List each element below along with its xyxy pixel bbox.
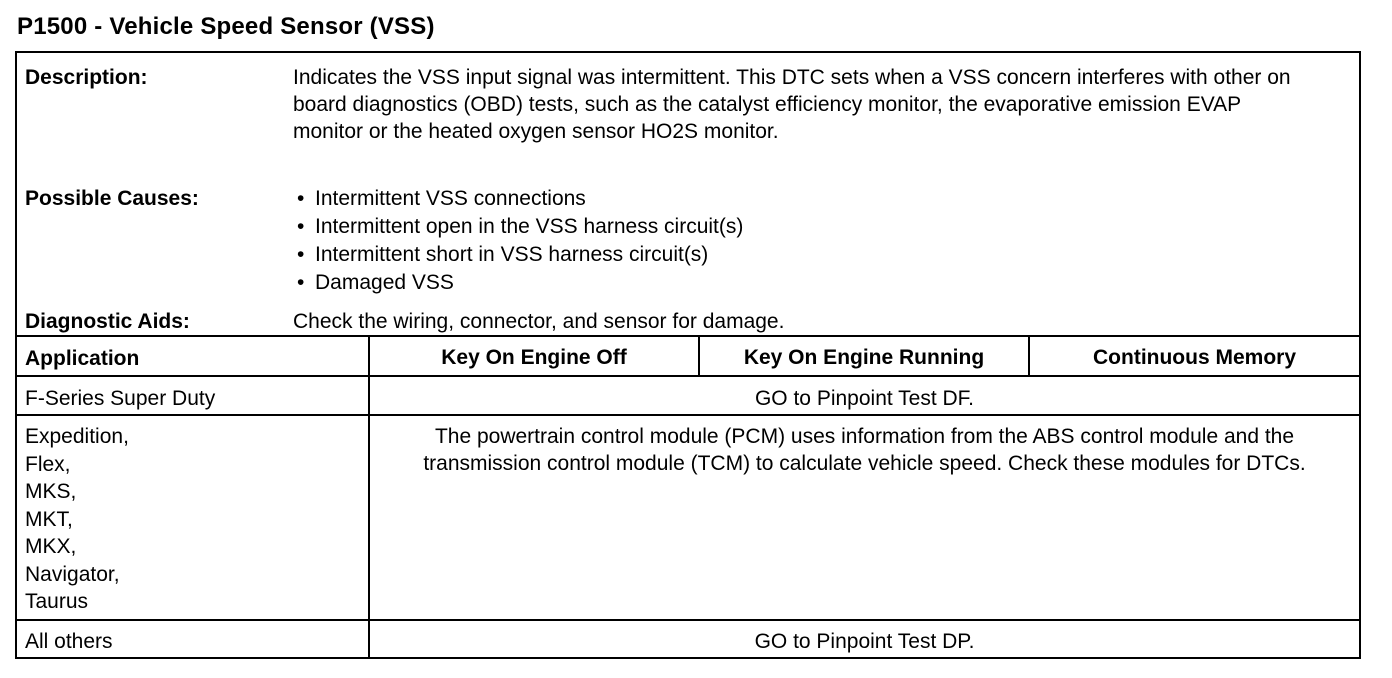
dtc-table bbox=[15, 51, 1361, 659]
table-row-action: GO to Pinpoint Test DF. bbox=[754, 387, 975, 410]
table-row-action: GO to Pinpoint Test DP. bbox=[754, 630, 975, 653]
table-row-application bbox=[25, 423, 129, 616]
header-key-on-engine-off: Key On Engine Off bbox=[441, 346, 627, 369]
header-application: Application bbox=[25, 347, 140, 370]
application-name: Navigator, bbox=[25, 562, 120, 586]
cause-item: • Intermittent open in the VSS harness circuit(s) bbox=[293, 213, 1193, 241]
header-continuous-memory: Continuous Memory bbox=[1093, 346, 1296, 369]
description-text: Indicates the VSS input signal was intermittent. This DTC sets when a VSS concern interferes with other on board diagnostics (OBD) tests, such as the catalyst efficiency monitor, the evaporative emission EVAP monitor or the heated oxygen sensor HO2S monitor. bbox=[293, 66, 1291, 143]
divider bbox=[17, 335, 1359, 337]
header-key-on-engine-running: Key On Engine Running bbox=[743, 346, 985, 369]
description-label: Description: bbox=[25, 66, 148, 89]
diagnostic-aids-label: Diagnostic Aids: bbox=[25, 310, 190, 333]
table-row-application: F-Series Super Duty bbox=[25, 387, 216, 410]
divider bbox=[17, 375, 1359, 377]
cause-item: • Intermittent VSS connections bbox=[293, 185, 1193, 213]
possible-causes-list bbox=[293, 185, 1193, 297]
table-row-application: All others bbox=[25, 630, 113, 653]
application-name: MKS, bbox=[25, 480, 77, 503]
application-name: Taurus bbox=[25, 590, 89, 613]
application-name: MKX, bbox=[25, 535, 77, 558]
application-name: Flex, bbox=[25, 452, 71, 476]
application-name: MKT, bbox=[25, 507, 73, 531]
divider bbox=[368, 335, 370, 659]
diagnostic-aids-text: Check the wiring, connector, and sensor for damage. bbox=[293, 310, 785, 333]
table-row-action: The powertrain control module (PCM) uses information from the ABS control module and the transmission control module (TCM) to calculate vehicle speed. Check these modules for DTCs. bbox=[423, 425, 1306, 475]
possible-causes-label: Possible Causes: bbox=[25, 187, 199, 210]
cause-item: • Intermittent short in VSS harness circuit(s) bbox=[293, 241, 1193, 269]
page-title: P1500 - Vehicle Speed Sensor (VSS) bbox=[17, 13, 435, 40]
divider bbox=[17, 414, 1359, 416]
cause-item: • Damaged VSS bbox=[293, 269, 1193, 297]
application-name: Expedition, bbox=[25, 425, 129, 448]
divider bbox=[17, 619, 1359, 621]
